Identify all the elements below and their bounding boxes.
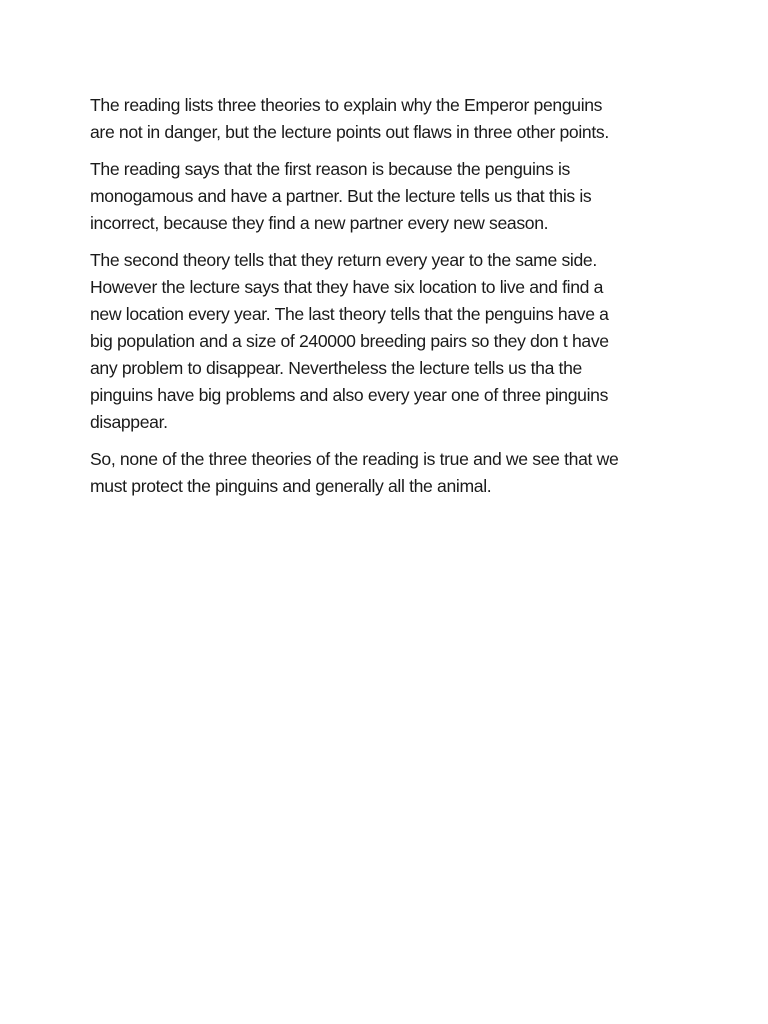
paragraph-3: The second theory tells that they return every year to the same side. However the lecture says that they have six location to live and find a new location every year. The last theory tells that the penguins have a big population and a size of 240000 breeding pairs so they don t have any problem to disappear. Nevertheless the lecture tells us tha the pinguins have big problems and also every year one of three pinguins disappear.: [90, 250, 609, 432]
paragraph-4: So, none of the three theories of the reading is true and we see that we must protect the pinguins and generally all the animal.: [90, 449, 619, 496]
paragraph-2: The reading says that the first reason is because the penguins is monogamous and have a partner. But the lecture tells us that this is incorrect, because they find a new partner every new season.: [90, 159, 592, 233]
document-body: [90, 92, 690, 510]
paragraph-1: The reading lists three theories to explain why the Emperor penguins are not in danger, but the lecture points out flaws in three other points.: [90, 95, 609, 142]
